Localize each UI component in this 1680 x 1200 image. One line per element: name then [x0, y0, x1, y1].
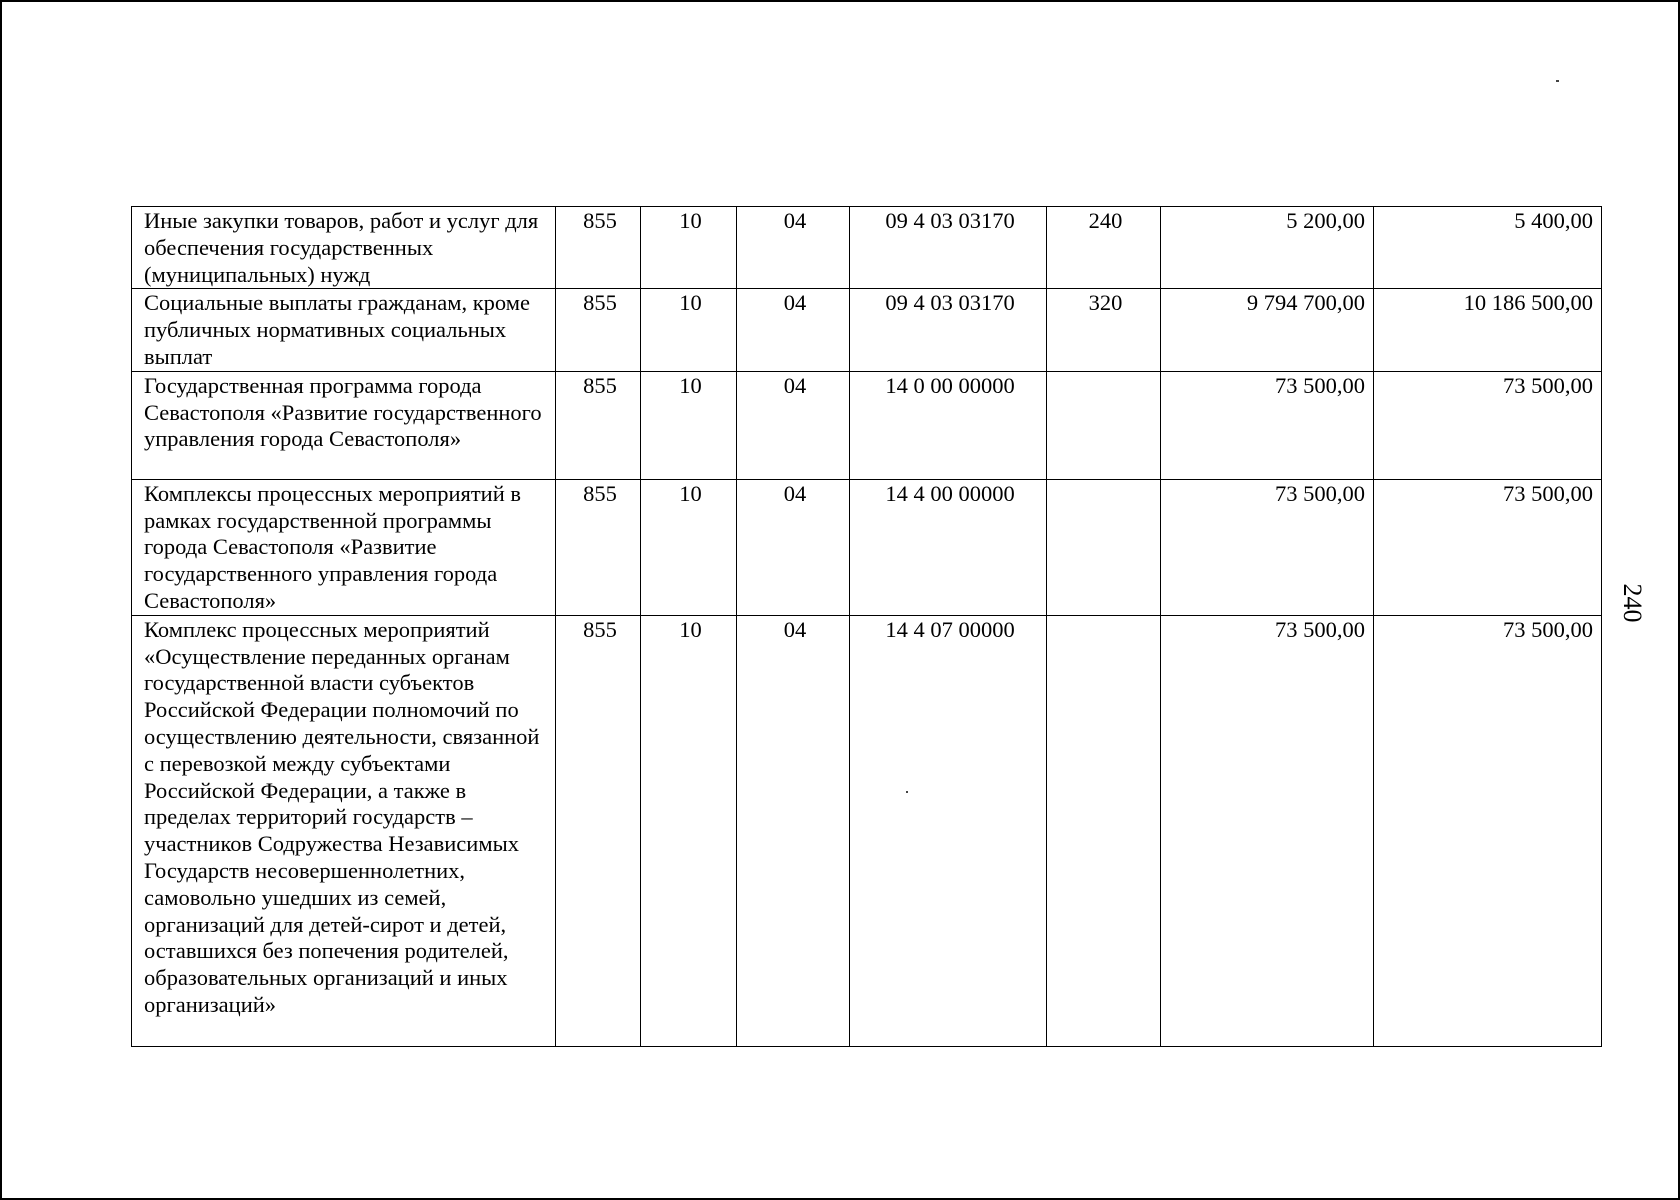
row-name-cell: Комплексы процессных мероприятий в рамках государственной программы города Севастополя «Развитие государственного управления города Севастополя» — [132, 479, 556, 615]
csr-code-cell: 14 4 07 00000 — [850, 615, 1047, 1046]
gr-code-cell: 855 — [556, 207, 641, 289]
row-name-cell: Социальные выплаты гражданам, кроме публичных нормативных социальных выплат — [132, 289, 556, 371]
pr-code-cell: 04 — [737, 479, 850, 615]
sum-year1-cell: 73 500,00 — [1161, 479, 1374, 615]
csr-code-cell: 14 4 00 00000 — [850, 479, 1047, 615]
scan-speck — [906, 791, 908, 793]
scan-speck — [1556, 80, 1559, 82]
csr-code-cell: 09 4 03 03170 — [850, 207, 1047, 289]
rz-code-cell: 10 — [641, 289, 737, 371]
table-row — [132, 289, 1602, 371]
row-name-cell: Государственная программа города Севастополя «Развитие государственного управления города Севастополя» — [132, 371, 556, 479]
row-name-cell: Комплекс процессных мероприятий «Осуществление переданных органам государственной власти субъектов Российской Федерации полномочий по осуществлению деятельности, связанной с перевозкой между субъектами Российской Федерации, а также в пределах территорий государств – участников Содружества Независимых Государств несовершеннолетних, самовольно ушедших из семей, организаций для детей-сирот и детей, оставшихся без попечения родителей, образовательных организаций и иных организаций» — [132, 615, 556, 1046]
row-name-cell: Иные закупки товаров, работ и услуг для обеспечения государственных (муниципальных) нужд — [132, 207, 556, 289]
vr-code-cell — [1047, 615, 1161, 1046]
sum-year1-cell: 9 794 700,00 — [1161, 289, 1374, 371]
gr-code-cell: 855 — [556, 615, 641, 1046]
budget-table — [131, 206, 1602, 1047]
pr-code-cell: 04 — [737, 371, 850, 479]
pr-code-cell: 04 — [737, 289, 850, 371]
csr-code-cell: 09 4 03 03170 — [850, 289, 1047, 371]
rz-code-cell: 10 — [641, 207, 737, 289]
vr-code-cell — [1047, 371, 1161, 479]
table-row — [132, 207, 1602, 289]
gr-code-cell: 855 — [556, 479, 641, 615]
sum-year2-cell: 73 500,00 — [1374, 479, 1602, 615]
table-row — [132, 371, 1602, 479]
rz-code-cell: 10 — [641, 371, 737, 479]
table-row — [132, 615, 1602, 1046]
pr-code-cell: 04 — [737, 207, 850, 289]
table-row — [132, 479, 1602, 615]
rz-code-cell: 10 — [641, 479, 737, 615]
gr-code-cell: 855 — [556, 371, 641, 479]
csr-code-cell: 14 0 00 00000 — [850, 371, 1047, 479]
sum-year1-cell: 5 200,00 — [1161, 207, 1374, 289]
sum-year2-cell: 73 500,00 — [1374, 615, 1602, 1046]
vr-code-cell — [1047, 479, 1161, 615]
vr-code-cell: 240 — [1047, 207, 1161, 289]
sum-year2-cell: 5 400,00 — [1374, 207, 1602, 289]
vr-code-cell: 320 — [1047, 289, 1161, 371]
rz-code-cell: 10 — [641, 615, 737, 1046]
gr-code-cell: 855 — [556, 289, 641, 371]
sum-year1-cell: 73 500,00 — [1161, 615, 1374, 1046]
pr-code-cell: 04 — [737, 615, 850, 1046]
sum-year2-cell: 10 186 500,00 — [1374, 289, 1602, 371]
page-number: 240 — [1618, 583, 1647, 623]
sum-year2-cell: 73 500,00 — [1374, 371, 1602, 479]
sum-year1-cell: 73 500,00 — [1161, 371, 1374, 479]
